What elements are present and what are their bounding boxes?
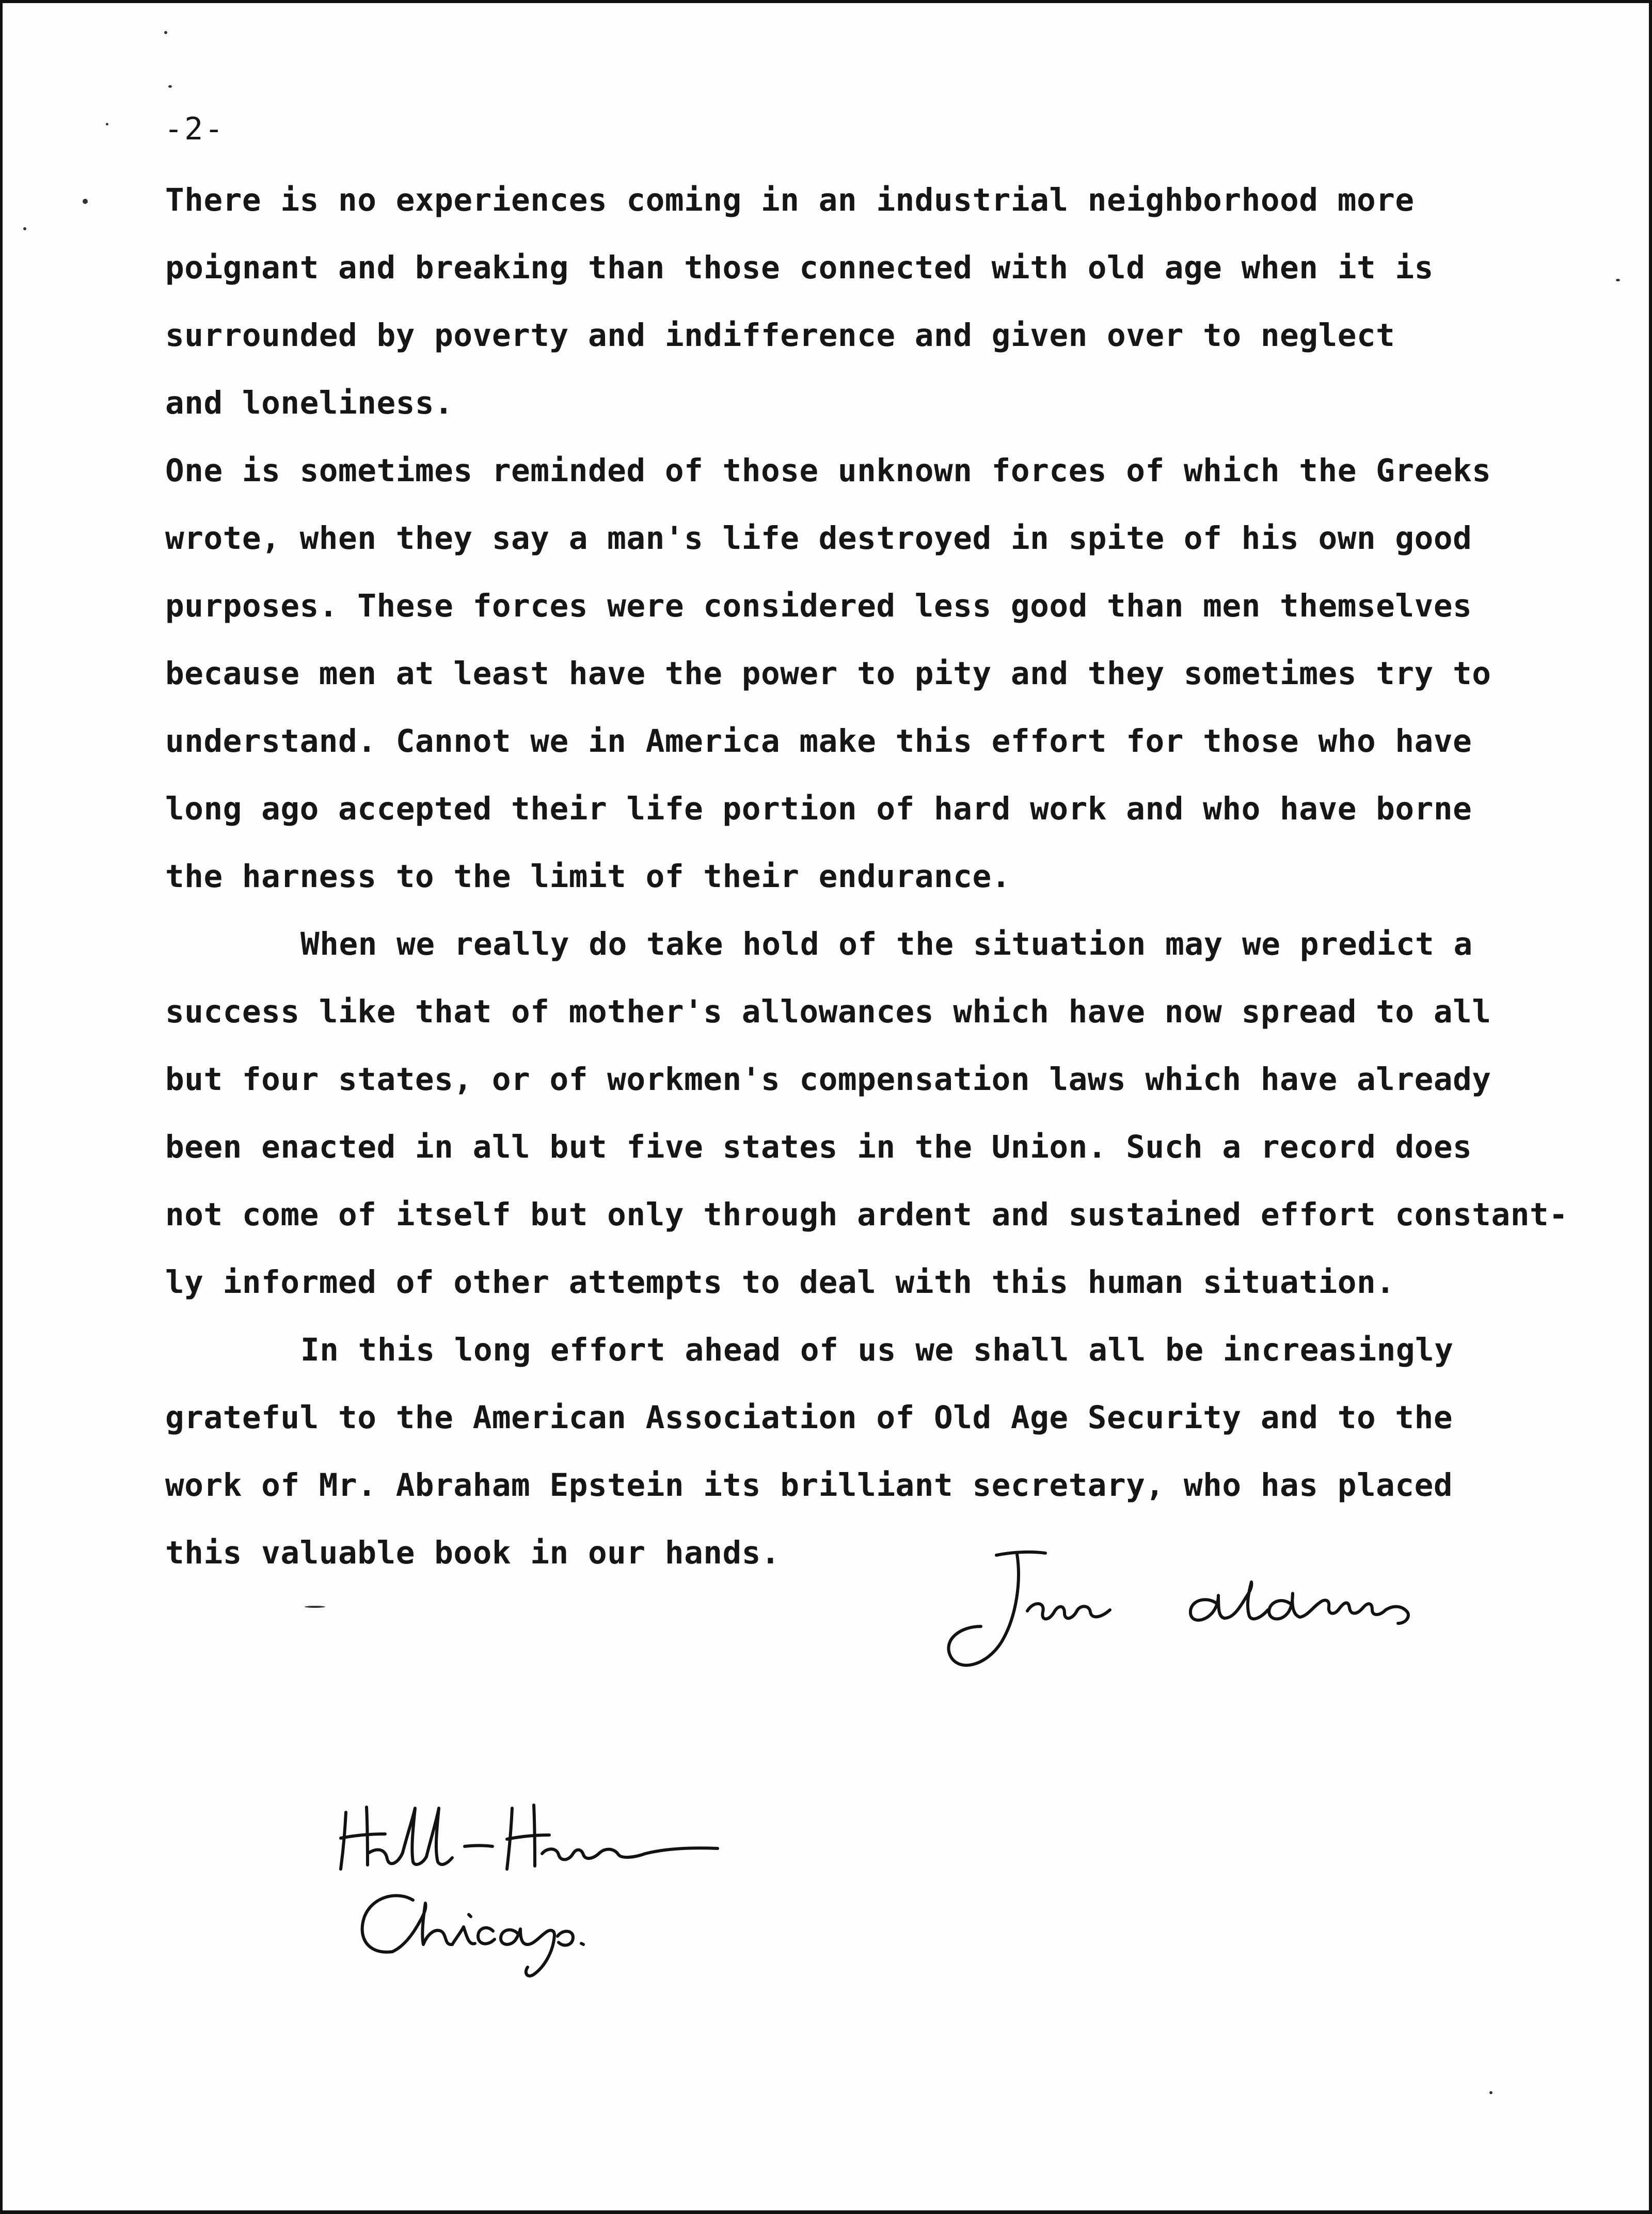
scan-speck [168,85,172,88]
text-line: success like that of mother's allowances which have now spread to all [165,993,1491,1030]
text-line: but four states, or of workmen's compensation laws which have already [165,1061,1491,1098]
text-line: because men at least have the power to pity and they sometimes try to [165,655,1491,692]
text-line: this valuable book in our hands. [165,1535,781,1571]
text-line: work of Mr. Abraham Epstein its brilliant secretary, who has placed [165,1467,1453,1504]
letter-body [165,166,1590,1587]
scan-border-top [0,0,1652,3]
scan-speck [1616,279,1620,281]
scan-border-right [1649,0,1652,2214]
scan-speck [164,31,167,34]
scan-speck [23,227,26,230]
text-line: surrounded by poverty and indifference and given over to neglect [165,317,1395,354]
text-line: One is sometimes reminded of those unknown forces of which the Greeks [165,452,1491,489]
page-number: -2- [164,111,225,147]
scan-speck [1489,2091,1492,2094]
text-line: There is no experiences coming in an industrial neighborhood more [165,182,1415,218]
text-line: poignant and breaking than those connected with old age when it is [165,249,1434,286]
handwritten-address [336,1781,728,1978]
text-line: long ago accepted their life portion of hard work and who have borne [165,790,1472,827]
scan-speck [305,1606,325,1608]
text-line: and loneliness. [165,385,454,421]
text-line: In this long effort ahead of us we shall all be increasingly [300,1332,1454,1368]
scan-border-left [0,0,3,2214]
text-line: wrote, when they say a man's life destroyed in spite of his own good [165,520,1472,557]
text-line: grateful to the American Association of Old Age Security and to the [165,1399,1453,1436]
scan-speck [83,199,88,204]
text-line: been enacted in all but five states in the Union. Such a record does [165,1129,1472,1165]
scan-speck [106,123,108,125]
text-line: ly informed of other attempts to deal with this human situation. [165,1264,1395,1301]
text-line: not come of itself but only through ardent and sustained effort constant- [165,1196,1568,1233]
text-line: When we really do take hold of the situation may we predict a [300,926,1473,962]
text-line: purposes. These forces were considered less good than men themselves [165,588,1472,624]
text-line: the harness to the limit of their endurance. [165,858,1011,895]
handwritten-signature [940,1544,1446,1678]
scan-border-bottom [0,2210,1652,2214]
text-line: understand. Cannot we in America make this effort for those who have [165,723,1472,760]
